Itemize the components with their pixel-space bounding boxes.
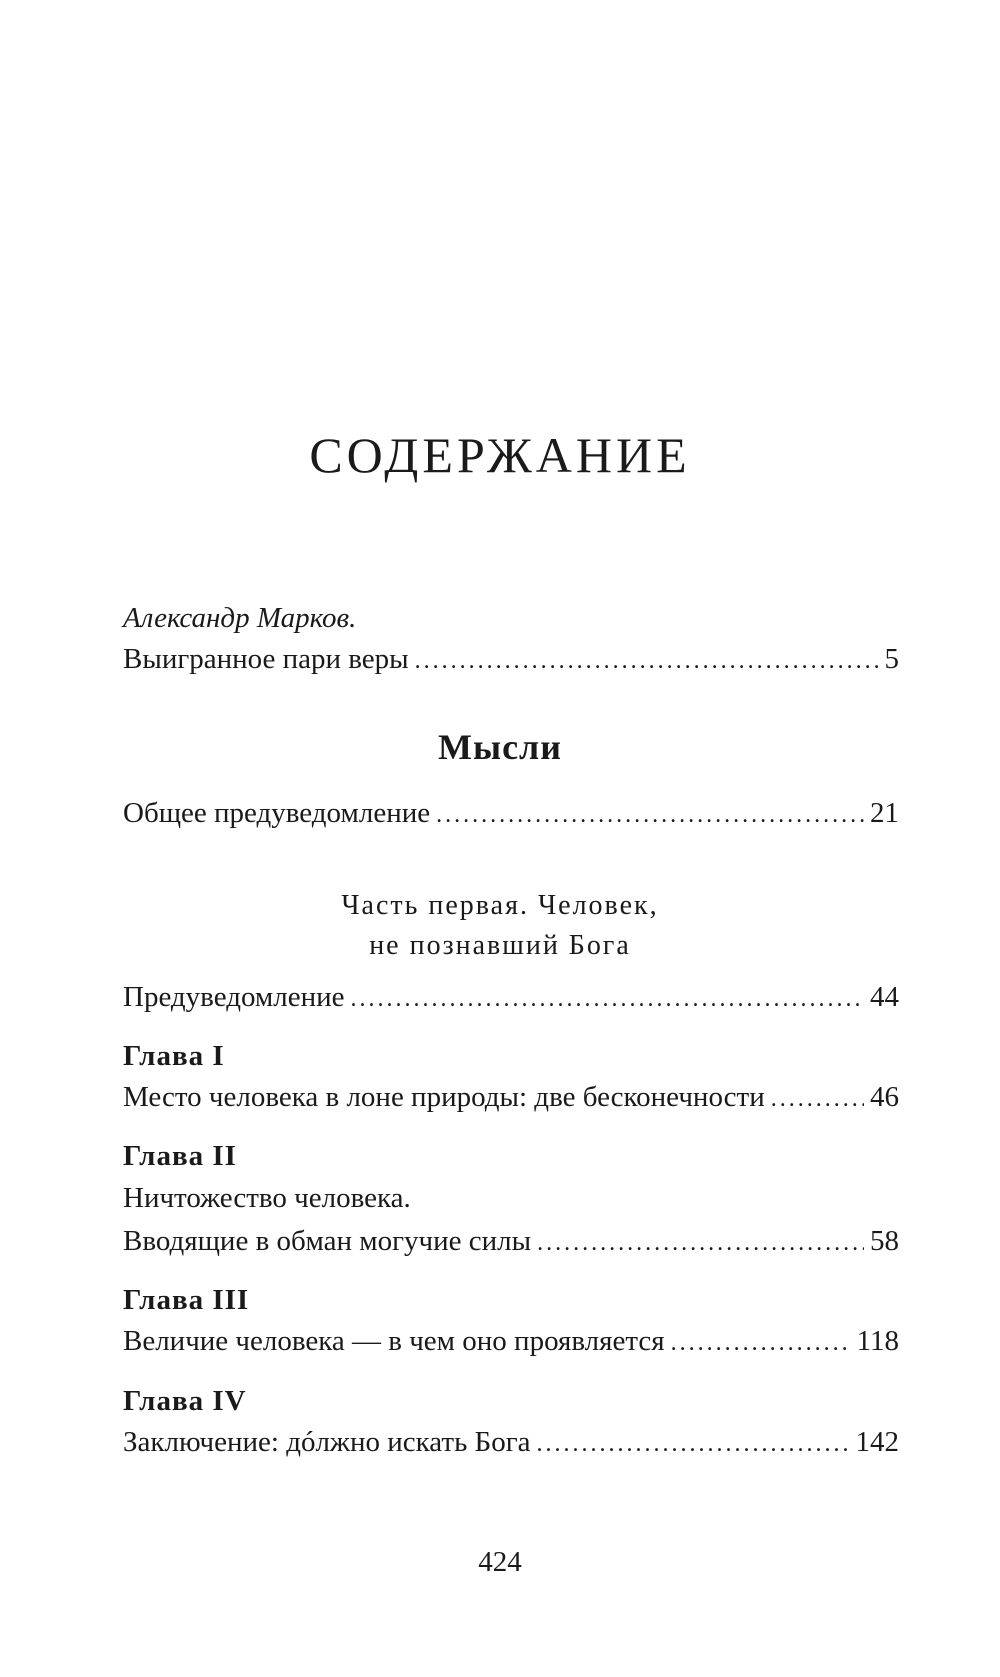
- toc-intro-author: [123, 600, 899, 636]
- toc-entry-intro[interactable]: [123, 641, 899, 679]
- dot-leader: [671, 1325, 851, 1361]
- toc-entry-chapter-3[interactable]: [123, 1323, 899, 1361]
- dot-leader: [351, 981, 864, 1017]
- toc-entry-chapter-2[interactable]: [123, 1223, 899, 1261]
- toc-entry-text: Выигранное пари веры: [123, 643, 409, 675]
- toc-page-number: 44: [870, 981, 899, 1013]
- toc-page-number: 21: [870, 797, 899, 829]
- toc-entry-chapter-4[interactable]: [123, 1424, 899, 1462]
- part-heading-line2: не познавший Бога: [369, 930, 631, 961]
- toc-entry-text: Вводящие в обман могучие силы: [123, 1225, 532, 1257]
- toc-page-number: 118: [856, 1325, 899, 1357]
- chapter-heading-2: Глава II: [123, 1140, 237, 1172]
- toc-entry-text: Место человека в лоне природы: две бесконечности: [123, 1081, 765, 1113]
- part-heading-line1: Часть первая. Человек,: [341, 890, 659, 921]
- toc-entry-text: Общее предуведомление: [123, 797, 431, 829]
- toc-entry-preface[interactable]: [123, 979, 899, 1017]
- toc-entry-chapter-1[interactable]: [123, 1079, 899, 1117]
- section-heading: Мысли: [437, 727, 562, 767]
- toc-entry-text: Предуведомление: [123, 981, 345, 1013]
- dot-leader: [536, 1426, 849, 1462]
- toc-entry-text: Величие человека — в чем оно проявляется: [123, 1325, 665, 1357]
- toc-page-number: 58: [870, 1225, 899, 1257]
- dot-leader: [415, 643, 879, 679]
- dot-leader: [771, 1081, 864, 1117]
- dot-leader: [537, 1225, 864, 1261]
- dot-leader: [436, 797, 864, 833]
- toc-page-number: 142: [855, 1426, 899, 1458]
- toc-entry-general-preface[interactable]: [123, 795, 899, 833]
- author-name: Александр Марков.: [123, 602, 357, 634]
- chapter-heading-3: Глава III: [123, 1284, 250, 1316]
- page-title: СОДЕРЖАНИЕ: [309, 427, 691, 483]
- part-heading: [0, 886, 1000, 966]
- chapter-heading-4: Глава IV: [123, 1385, 247, 1417]
- toc-page-number: 5: [884, 643, 899, 675]
- toc-entry-text: Заключение: дóлжно искать Бога: [123, 1426, 531, 1458]
- page-number: 424: [478, 1546, 522, 1578]
- toc-entry-line: Ничтожество человека.: [123, 1182, 411, 1214]
- toc-page-number: 46: [870, 1081, 899, 1113]
- chapter-heading-1: Глава I: [123, 1040, 225, 1072]
